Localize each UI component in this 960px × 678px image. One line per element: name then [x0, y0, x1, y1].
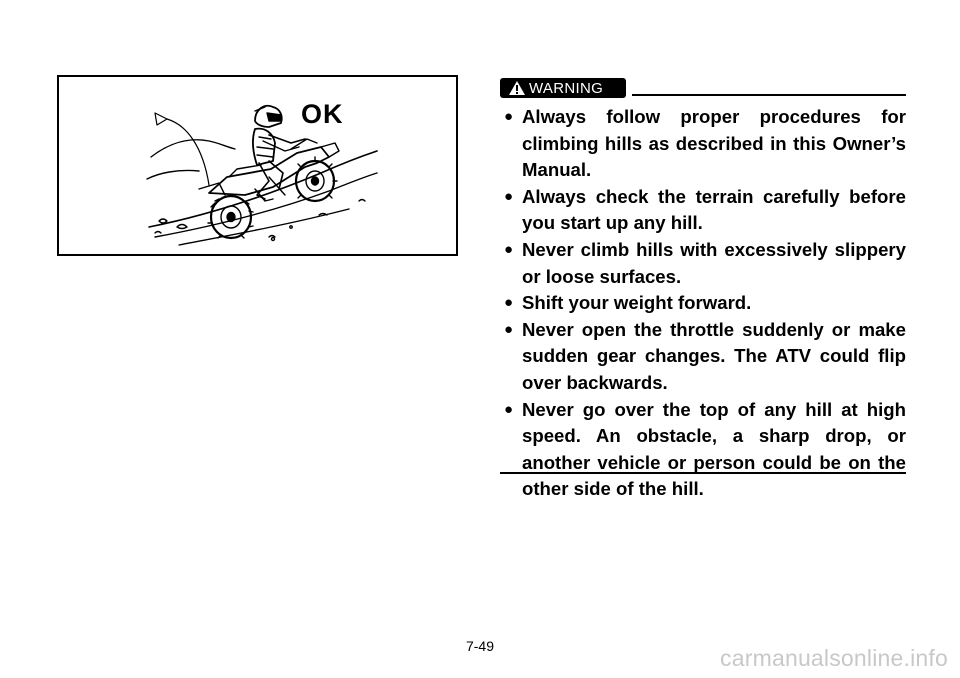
- bullet: ●: [504, 108, 514, 125]
- warning-item-text: Never climb hills with excessively slippery or loose surfaces.: [522, 238, 906, 287]
- atv-rider-climbing-hill-icon: [59, 77, 456, 254]
- warning-item-text: Never open the throttle suddenly or make sudden gear changes. The ATV could flip over backwards.: [522, 318, 906, 393]
- ok-label: OK: [301, 99, 344, 129]
- bullet: ●: [504, 400, 514, 418]
- warning-item-5: [500, 317, 906, 397]
- warning-item-2: [500, 184, 906, 237]
- warning-label: WARNING: [529, 80, 604, 97]
- warning-header: [500, 78, 906, 100]
- warning-bottom-rule: [500, 472, 906, 474]
- bullet: ●: [504, 294, 514, 312]
- page-number: 7-49: [465, 638, 495, 654]
- warning-item-text: Always follow proper procedures for climbing hills as described in this Owner’s Manual.: [522, 106, 906, 181]
- warning-item-4: [500, 290, 906, 317]
- warning-header-rule: [632, 94, 906, 96]
- warning-list: [500, 104, 906, 503]
- warning-triangle-icon: [508, 80, 526, 96]
- warning-item-3: [500, 237, 906, 290]
- warning-badge: [500, 78, 626, 98]
- warning-item-6: [500, 397, 906, 503]
- bullet: ●: [504, 187, 514, 205]
- warning-item-1: [500, 104, 906, 184]
- illustration-frame: [57, 75, 458, 256]
- watermark: carmanualsonline.info: [720, 645, 948, 671]
- warning-item-text: Shift your weight forward.: [522, 292, 752, 314]
- bullet: ●: [504, 240, 514, 258]
- warning-item-text: Never go over the top of any hill at high speed. An obstacle, a sharp drop, or another vehicle or person could be on the other side of the hill.: [522, 398, 906, 500]
- warning-item-text: Always check the terrain carefully before you start up any hill.: [522, 185, 906, 234]
- bullet: ●: [504, 320, 514, 338]
